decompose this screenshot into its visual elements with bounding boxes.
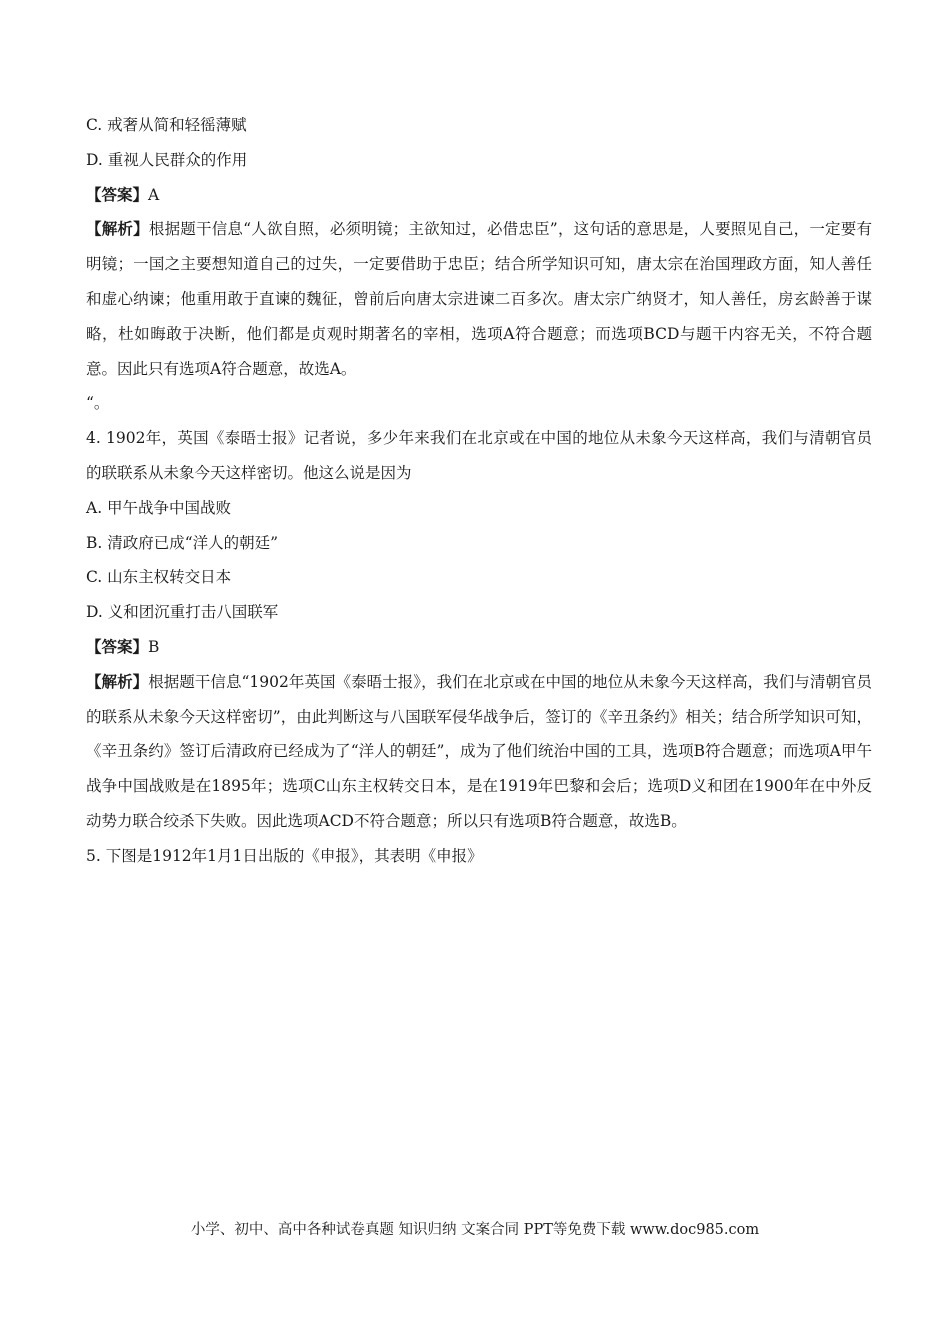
q4-option-a: A. 甲午战争中国战败 [86,498,232,517]
analysis-tag: 【解析】 [86,219,149,239]
q3-option-c: C. 戒奢从简和轻徭薄赋 [86,116,247,134]
q3-analysis [86,212,872,386]
q3-trailing-mark: “。 [86,394,110,413]
answer-value: A [148,185,160,204]
q4-option-d: D. 义和团沉重打击八国联军 [86,603,279,622]
analysis-text: 根据题干信息“1902年英国《泰晤士报》，我们在北京或在中国的地位从未象今天这样高，我们与清朝官员的联系从未象今天这样密切”，由此判断这与八国联军侵华战争后，签订的《辛丑条约》相关；结合所学知识可知，《辛丑条约》签订后清政府已经成为了“洋人的朝廷”，成为了他们统治中国的工具，选项B符合题意；而选项A甲午战争中国战败是在1895年；选项C山东主权转交日本，是在1919年巴黎和会后；选项D义和团在1900年在中外反动势力联合绞杀下失败。因此选项ACD不符合题意；所以只有选项B符合题意，故选B。 [86,672,872,830]
q5-stem: 5. 下图是1912年1月1日出版的《申报》，其表明《申报》 [86,846,483,865]
answer-tag: 【答案】 [86,184,149,204]
q3-answer [86,178,872,213]
analysis-tag: 【解析】 [86,671,149,691]
q4-analysis [86,665,872,839]
q3-option-d: D. 重视人民群众的作用 [86,150,248,169]
analysis-text: 根据题干信息“人欲自照，必须明镜；主欲知过，必借忠臣”，这句话的意思是，人要照见自己，一定要有明镜；一国之主要想知道自己的过失，一定要借助于忠臣；结合所学知识可知，唐太宗在治国理政方面，知人善任和虚心纳谏；他重用敢于直谏的魏征，曾前后向唐太宗进谏二百多次。唐太宗广纳贤才，知人善任，房玄龄善于谋略，杜如晦敢于决断，他们都是贞观时期著名的宰相，选项A符合题意；而选项BCD与题干内容无关，不符合题意。因此只有选项A符合题意，故选A。 [86,220,872,378]
answer-tag: 【答案】 [86,636,149,656]
answer-value: B [148,637,160,656]
page-footer: 小学、初中、高中各种试卷真题 知识归纳 文案合同 PPT等免费下载 www.doc985.com [190,1222,760,1238]
q4-option-c: C. 山东主权转交日本 [86,568,232,587]
q4-stem: 4. 1902年，英国《泰晤士报》记者说，多少年来我们在北京或在中国的地位从未象今天这样高，我们与清朝官员的联联系从未象今天这样密切。他这么说是因为 [86,429,872,482]
q4-answer [86,630,872,665]
document-body [86,108,872,874]
q4-option-b: B. 清政府已成“洋人的朝廷” [86,533,279,552]
